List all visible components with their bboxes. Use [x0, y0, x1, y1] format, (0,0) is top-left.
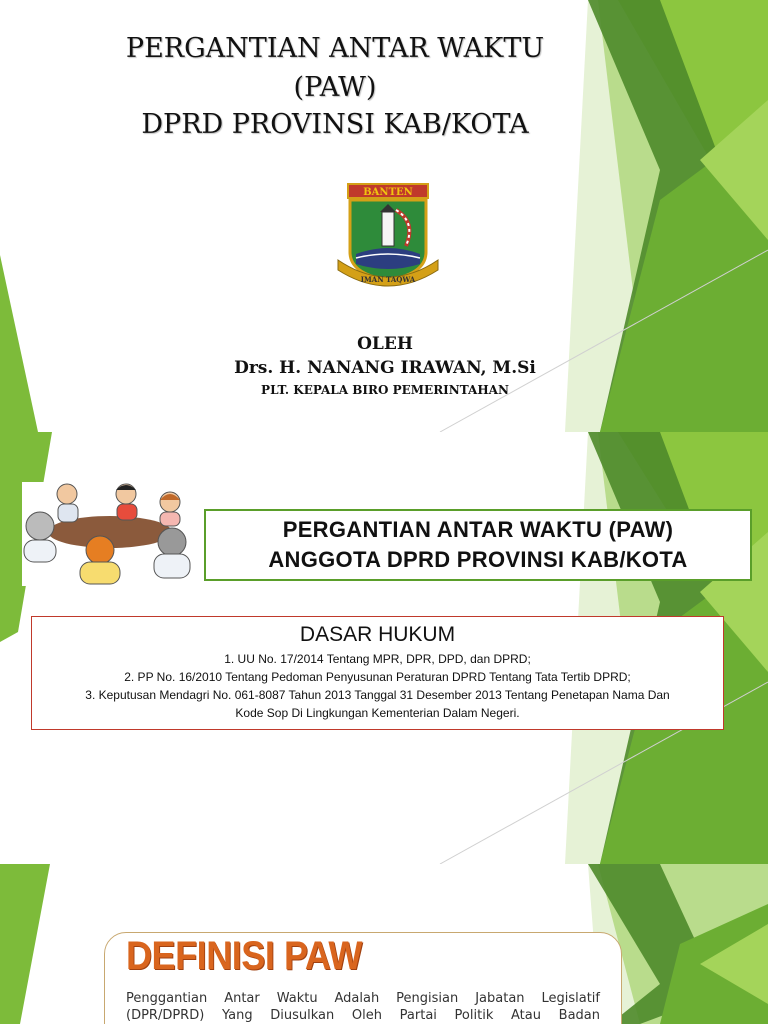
dasar-hukum-heading: DASAR HUKUM — [299, 623, 456, 646]
slide-title-line-1: PERGANTIAN ANTAR WAKTU (PAW) — [282, 517, 674, 542]
definition-line-1: Penggantian Antar Waktu Adalah Pengisian Jabatan Legislatif — [126, 991, 600, 1006]
author-name: Drs. H. NANANG IRAWAN, M.Si — [234, 358, 536, 378]
definition-line-2: (DPR/DPRD) Yang Diusulkan Oleh Partai Politik Atau Badan — [126, 1008, 600, 1023]
banten-logo — [334, 182, 442, 294]
slide-title-line-2: (PAW) — [293, 72, 377, 103]
list-item: 1. UU No. 17/2014 Tentang MPR, DPR, DPD, dan DPRD; — [224, 652, 531, 666]
slide-title-line-2: ANGGOTA DPRD PROVINSI KAB/KOTA — [268, 547, 688, 572]
list-item: Kode Sop Di Lingkungan Kementerian Dalam Negeri. — [235, 706, 520, 720]
slide-title-box — [204, 509, 752, 581]
slide-title — [0, 0, 768, 432]
slide-definisi — [0, 864, 768, 1024]
dasar-hukum-box — [31, 616, 724, 730]
list-item: 3. Keputusan Mendagri No. 061-8087 Tahun 2013 Tanggal 31 Desember 2013 Tentang Penetapan Nama Dan — [85, 688, 670, 702]
slide-title-line-3: DPRD PROVINSI KAB/KOTA — [141, 109, 529, 140]
dasar-hukum-list — [32, 650, 723, 722]
slide-dasar-hukum — [0, 432, 768, 864]
slide-title-line-1: PERGANTIAN ANTAR WAKTU — [125, 33, 545, 64]
author-position: PLT. KEPALA BIRO PEMERINTAHAN — [261, 383, 509, 397]
definition-title: DEFINISI PAW — [126, 934, 362, 978]
definition-text — [126, 990, 600, 1024]
list-item: 2. PP No. 16/2010 Tentang Pedoman Penyusunan Peraturan DPRD Tentang Tata Tertib DPRD; — [124, 670, 631, 684]
logo-bottom-text: IMAN TAQWA — [360, 275, 416, 284]
logo-top-text: BANTEN — [363, 187, 413, 198]
oleh-label: OLEH — [357, 334, 413, 354]
meeting-clipart — [22, 482, 198, 586]
